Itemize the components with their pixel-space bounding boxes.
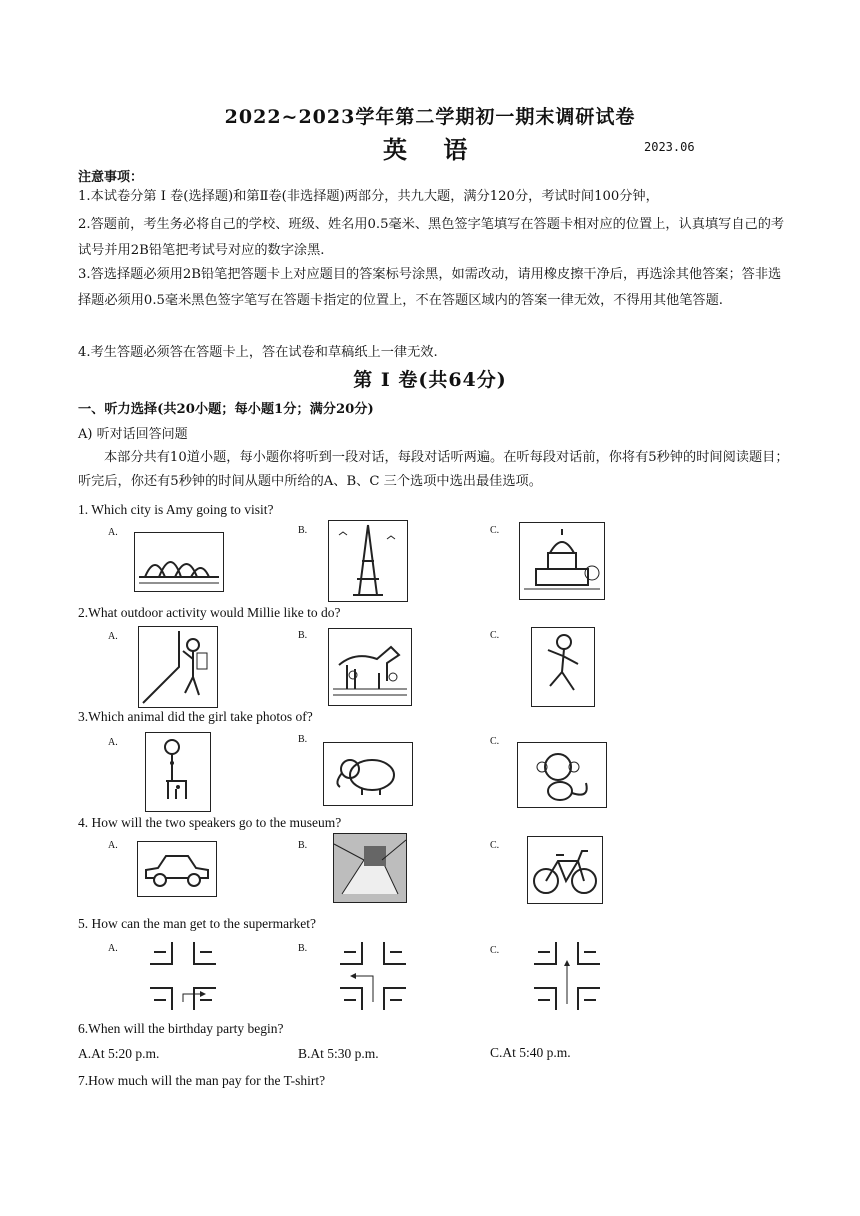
answer-b: B.At 5:30 p.m. [298, 1046, 379, 1061]
giraffe-image [145, 732, 211, 812]
question-2: 2.What outdoor activity would Millie like to do? [78, 605, 341, 620]
exam-title: 2022~2023学年第二学期初一期末调研试卷 [224, 106, 636, 128]
question-3: 3.Which animal did the girl take photos of? [78, 709, 313, 724]
question-6: 6.When will the birthday party begin? [78, 1021, 284, 1036]
car-image [137, 841, 217, 897]
option-b-label: B. [298, 840, 308, 851]
answer-c: C.At 5:40 p.m. [490, 1045, 571, 1060]
option-c-label: C. [490, 945, 500, 956]
option-a-label: A. [108, 631, 118, 642]
option-c-label: C. [490, 840, 500, 851]
option-a-label: A. [108, 943, 118, 954]
exam-date: 2023.06 [644, 140, 695, 154]
map-left-image [340, 942, 406, 1010]
section-intro: 本部分共有10道小题，每小题你将听到一段对话，每段对话听两遍。在听每段对话前，你将有5秒钟的时间阅读题目；听完后，你还有5秒钟的时间从题中所给的A、B、C 三个选项中选出最佳选项。 [78, 450, 789, 489]
map-straight-image [534, 942, 600, 1010]
option-c-label: C. [490, 630, 500, 641]
question-5: 5. How can the man get to the supermarket? [78, 916, 317, 931]
eiffel-tower-image [328, 520, 408, 602]
option-b-label: B. [298, 630, 308, 641]
horse-riding-image [328, 628, 412, 706]
elephant-image [323, 742, 413, 806]
note-2: 2.答题前，考生务必将自己的学校、班级、姓名用0.5毫米、黑色签字笔填写在答题卡相对应的位置上，认真填写自己的考试号并用2B铅笔把考试号对应的数字涂黑. [78, 217, 785, 258]
monkey-image [517, 742, 607, 808]
subway-image [333, 833, 407, 903]
section-title: 一、听力选择(共20小题；每小题1分；满分20分) [78, 402, 374, 417]
map-right-image [150, 942, 216, 1010]
question-4: 4. How will the two speakers go to the museum? [78, 815, 342, 830]
notes-heading: 注意事项： [78, 170, 144, 185]
option-a-label: A. [108, 527, 118, 538]
option-a-label: A. [108, 840, 118, 851]
subsection-title: A) 听对话回答问题 [78, 427, 188, 442]
note-1: 1.本试卷分第 Ⅰ 卷(选择题)和第Ⅱ卷(非选择题)两部分，共九大题，满分120分，考试时间100分钟， [78, 189, 659, 204]
climbing-image [138, 626, 218, 708]
option-b-label: B. [298, 734, 308, 745]
capitol-building-image [519, 522, 605, 600]
option-a-label: A. [108, 737, 118, 748]
option-b-label: B. [298, 943, 308, 954]
option-c-label: C. [490, 736, 500, 747]
note-3: 3.答选择题必须用2B铅笔把答题卡上对应题目的答案标号涂黑，如需改动，请用橡皮擦干净后，再选涂其他答案；答非选择题必须用0.5毫米黑色签字笔写在答题卡指定的位置上，不在答题区域内的答案一律无效，不得用其他笔答题. [78, 267, 782, 308]
question-7: 7.How much will the man pay for the T-shirt? [78, 1073, 326, 1088]
note-4: 4.考生答题必须答在答题卡上，答在试卷和草稿纸上一律无效. [78, 345, 438, 360]
running-image [531, 627, 595, 707]
option-c-label: C. [490, 525, 500, 536]
question-1: 1. Which city is Amy going to visit? [78, 502, 274, 517]
option-b-label: B. [298, 525, 308, 536]
volume-title: 第 Ⅰ 卷(共64分) [353, 369, 507, 391]
subject-title: 英 语 [383, 135, 482, 164]
opera-house-image [134, 532, 224, 592]
answer-a: A.At 5:20 p.m. [78, 1046, 160, 1061]
bicycle-image [527, 836, 603, 904]
